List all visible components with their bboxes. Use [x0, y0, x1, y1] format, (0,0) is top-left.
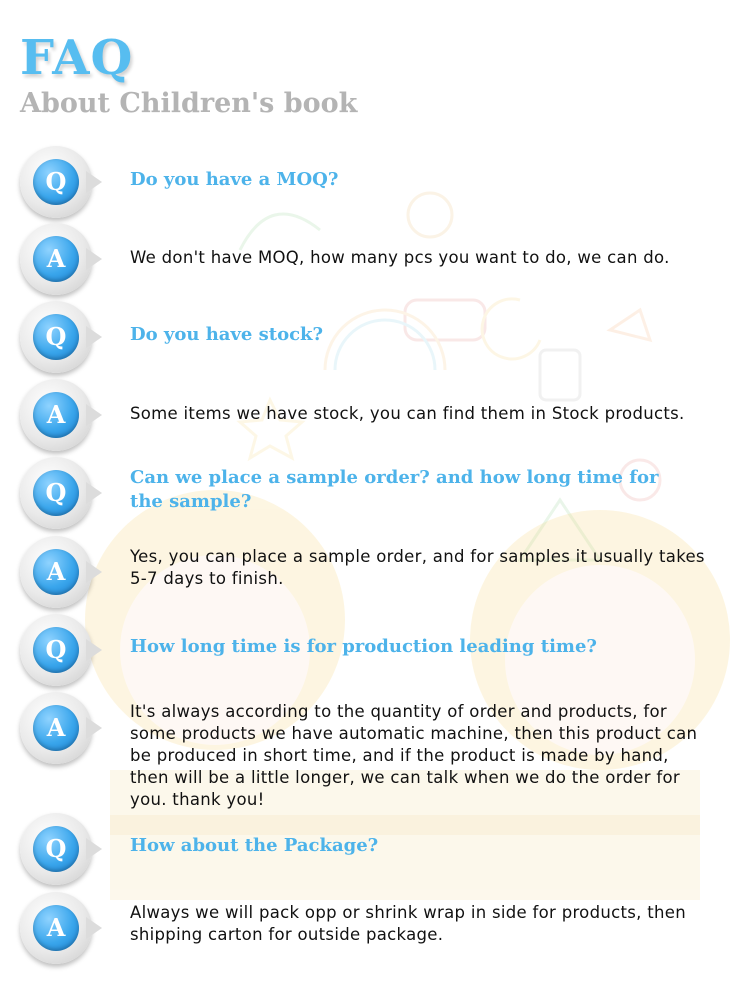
faq-question: How long time is for production leading time? — [130, 636, 597, 657]
a-icon: A — [33, 549, 79, 595]
faq-answer: It's always according to the quantity of order and products, for some products we have automatic machine, then this product can be produced in short time, and if the product is made by hand, then will be a little longer, we can talk when we do the order for you. thank you! — [130, 702, 698, 809]
question-badge — [20, 813, 104, 885]
page-title: FAQ — [20, 30, 134, 86]
faq-answer: Yes, you can place a sample order, and for samples it usually takes 5-7 days to finish. — [130, 547, 705, 588]
faq-question: Can we place a sample order? and how long time for the sample? — [130, 467, 659, 512]
answer-badge — [20, 223, 104, 295]
question-badge — [20, 457, 104, 529]
q-icon: Q — [33, 826, 79, 872]
q-icon: Q — [33, 470, 79, 516]
faq-answer: Some items we have stock, you can find them in Stock products. — [130, 404, 685, 423]
q-icon: Q — [33, 159, 79, 205]
faq-answer: Always we will pack opp or shrink wrap in side for products, then shipping carton for outside package. — [130, 903, 686, 944]
a-icon: A — [33, 392, 79, 438]
question-badge — [20, 146, 104, 218]
faq-question: Do you have stock? — [130, 324, 324, 345]
q-icon: Q — [33, 627, 79, 673]
a-icon: A — [33, 905, 79, 951]
a-icon: A — [33, 236, 79, 282]
question-badge — [20, 614, 104, 686]
answer-badge — [20, 892, 104, 964]
answer-badge — [20, 379, 104, 451]
faq-question: Do you have a MOQ? — [130, 169, 339, 190]
a-icon: A — [33, 705, 79, 751]
answer-badge — [20, 536, 104, 608]
question-badge — [20, 301, 104, 373]
faq-question: How about the Package? — [130, 835, 379, 856]
answer-badge — [20, 692, 104, 764]
page-subtitle: About Children's book — [20, 88, 358, 119]
q-icon: Q — [33, 314, 79, 360]
faq-answer: We don't have MOQ, how many pcs you want to do, we can do. — [130, 248, 670, 267]
